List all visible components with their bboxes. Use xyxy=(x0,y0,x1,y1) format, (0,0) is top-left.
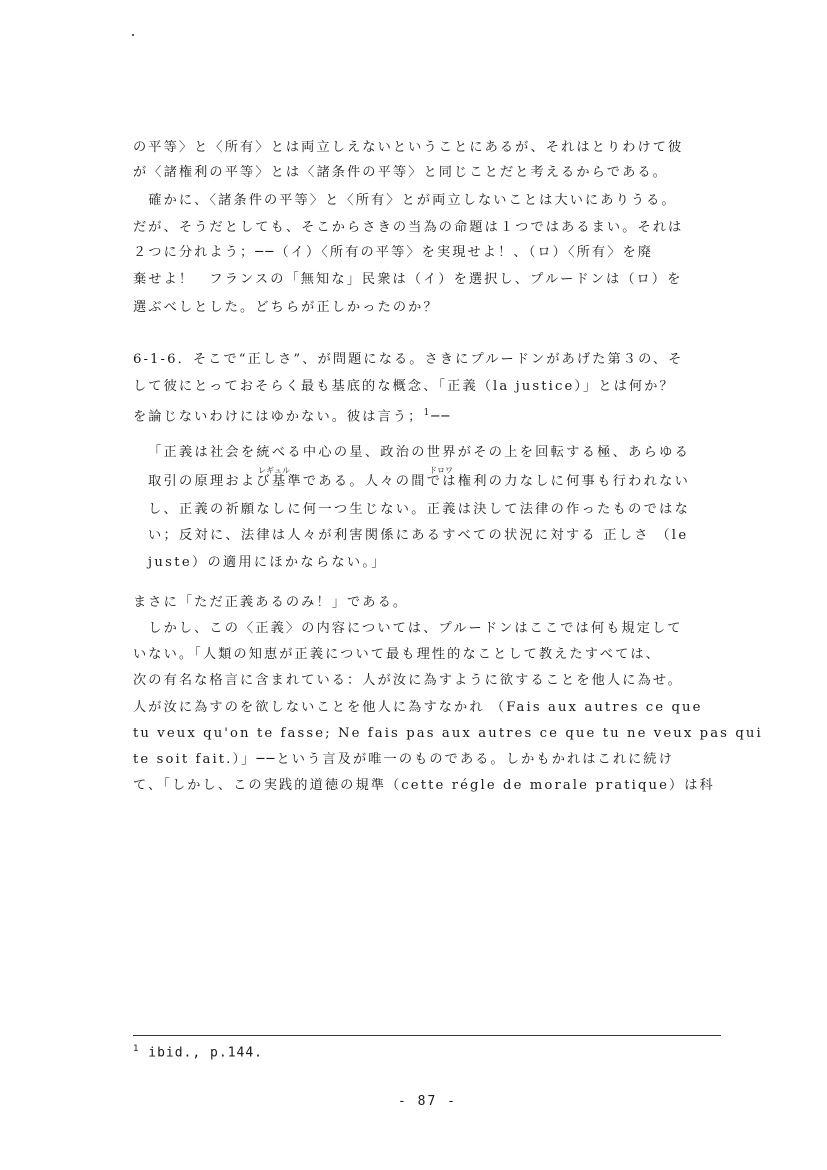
footnote-reference: 1 xyxy=(423,408,432,418)
page-number: - 87 - xyxy=(398,1094,457,1109)
footnote-text: ibid., p.144. xyxy=(148,1045,263,1061)
quote-line: 取引の原理および基準である。人々の間では権利の力なしに何事も行われない xyxy=(148,474,691,489)
text-line: が〈諸権利の平等〉とは〈諸条件の平等〉と同じことだと考えるからである。 xyxy=(133,165,668,180)
text-line: だが、そうだとしても、そこからさきの当為の命題は１つではあるまい。それは xyxy=(133,220,684,235)
footnote-mark: 1 xyxy=(133,1044,140,1054)
text-line: て、「しかし、この実践的道徳の規準（cette régle de morale pratique）は科 xyxy=(133,778,715,793)
text-span: ── xyxy=(431,409,452,425)
text-line: しかし、この〈正義〉の内容については、プルードンはここでは何も規定して xyxy=(133,621,683,636)
text-line: の平等〉と〈所有〉とは両立しえないということにあるが、それはとりわけて彼 xyxy=(133,140,684,155)
text-line: 人が汝に為すのを欲しないことを他人に為すなかれ （Fais aux autres ce que xyxy=(133,700,703,715)
text-line: 確かに、〈諸条件の平等〉と〈所有〉とが両立しないことは大いにありうる。 xyxy=(133,193,677,208)
ruby-annotation: ドロワ xyxy=(429,466,453,475)
text-line: ２つに分れよう；──（イ）〈所有の平等〉を実現せよ！、（ロ）〈所有〉を廃 xyxy=(133,245,654,260)
footnote-rule xyxy=(133,1035,721,1036)
text-line: いない。「人類の知恵が正義について最も理性的なことして教えたすべては、 xyxy=(133,647,661,662)
quote-line: 「正義は社会を統べる中心の星、政治の世界がその上を回転する極、あらゆる xyxy=(148,445,691,460)
text-line: まさに「ただ正義あるのみ！」である。 xyxy=(133,595,409,610)
quote-line: い；反対に、法律は人々が利害関係にあるすべての状況に対する 正しさ （le xyxy=(148,528,689,543)
text-line: 棄せよ！ フランスの「無知な」民衆は（イ）を選択し、プルードンは（ロ）を xyxy=(133,272,683,287)
text-line xyxy=(133,404,451,426)
text-span: を論じないわけにはゆかない。彼は言う； xyxy=(133,409,424,425)
text-line: tu veux qu'on te fasse; Ne fais pas aux autres ce que tu ne veux pas qui xyxy=(133,726,763,741)
text-line: 選ぶべしとした。どちらが正しかったのか？ xyxy=(133,300,439,315)
text-line: te soit fait.）」──という言及が唯一のものである。しかもかれはこれに続け xyxy=(133,752,674,767)
scan-speck xyxy=(132,34,134,36)
footnote xyxy=(133,1044,263,1060)
section-heading-line: 6-1-6．そこで“正しさ”、が問題になる。さきにプルードンがあげた第３の、そ xyxy=(133,352,684,367)
ruby-annotation: レギュル xyxy=(258,466,290,475)
text-line: 次の有名な格言に含まれている：人が汝に為すように欲することを他人に為せ。 xyxy=(133,673,683,688)
text-line: して彼にとっておそらく最も基底的な概念、「正義（la justice）」とは何か？ xyxy=(133,379,675,394)
quote-line: juste）の適用にほかならない。」 xyxy=(148,555,387,570)
quote-line: し、正義の祈願なしに何一つ生じない。正義は決して法律の作ったものではな xyxy=(148,502,691,517)
